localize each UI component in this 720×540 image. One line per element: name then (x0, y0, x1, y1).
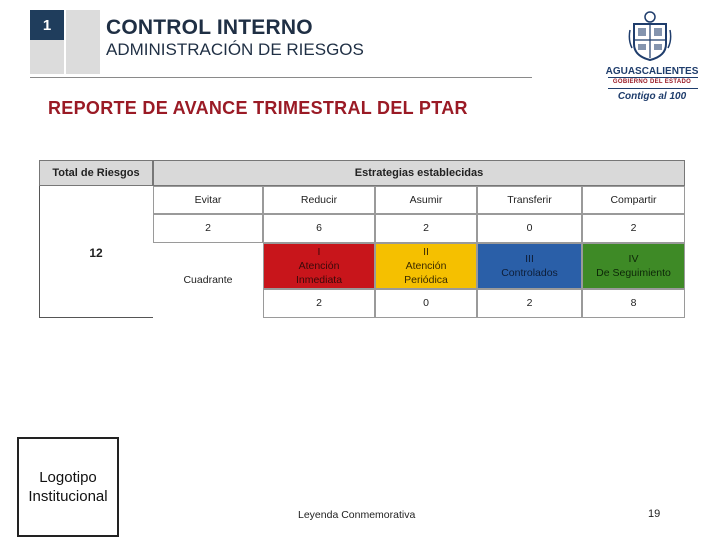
quadrant-cell-i (263, 243, 375, 289)
brand-government: GOBIERNO DEL ESTADO (612, 79, 692, 85)
quadrant-name: Controlados (501, 267, 558, 279)
quadrant-name: Atención Inmediata (295, 259, 343, 287)
strategy-name: Transferir (477, 186, 582, 214)
total-risks-header: Total de Riesgos (39, 160, 153, 186)
total-risks-value: 12 (89, 246, 103, 260)
strategy-name: Asumir (375, 186, 477, 214)
strategy-count: 2 (582, 214, 685, 243)
strategy-name: Evitar (153, 186, 263, 214)
brand-rule (608, 88, 698, 89)
page-subtitle: ADMINISTRACIÓN DE RIESGOS (106, 40, 364, 59)
strategy-count: 2 (153, 214, 263, 243)
strategy-count: 2 (375, 214, 477, 243)
quadrant-numeral: IV (628, 252, 639, 265)
strategy-count: 0 (477, 214, 582, 243)
page-title: CONTROL INTERNO (106, 16, 313, 39)
logo-placeholder-text: Institucional (28, 488, 108, 505)
quadrant-numeral: III (525, 252, 534, 265)
quadrant-numeral: II (423, 245, 429, 258)
brand-rule (608, 77, 698, 78)
quadrant-cell-iv (582, 243, 685, 289)
quadrant-cell-iii (477, 243, 582, 289)
quadrant-name: Atención Periódica (404, 259, 448, 287)
report-title: REPORTE DE AVANCE TRIMESTRAL DEL PTAR (48, 98, 468, 118)
brand-name: AGUASCALIENTES (605, 66, 699, 77)
logo-placeholder-text: Logotipo (39, 468, 97, 486)
strategies-header: Estrategias establecidas (153, 160, 685, 186)
quadrant-cell-ii (375, 243, 477, 289)
divider (30, 77, 532, 78)
commemorative-legend: Leyenda Conmemorativa (298, 509, 416, 521)
strategy-name: Compartir (582, 186, 685, 214)
brand-slogan: Contigo al 100 (617, 91, 687, 102)
institutional-logo-placeholder (17, 437, 119, 537)
deco-square (66, 10, 100, 40)
quadrant-count: 2 (263, 289, 375, 318)
strategy-count: 6 (263, 214, 375, 243)
quadrant-count: 8 (582, 289, 685, 318)
quadrant-count: 0 (375, 289, 477, 318)
quadrant-count: 2 (477, 289, 582, 318)
page-number: 19 (648, 508, 661, 520)
coat-of-arms-icon (628, 10, 672, 62)
quadrant-label: Cuadrante (153, 243, 263, 318)
slide-number: 1 (30, 10, 64, 40)
deco-square (30, 40, 64, 74)
quadrant-numeral: I (317, 245, 321, 258)
quadrant-name: De Seguimiento (596, 267, 671, 279)
deco-square (66, 40, 100, 74)
strategy-name: Reducir (263, 186, 375, 214)
